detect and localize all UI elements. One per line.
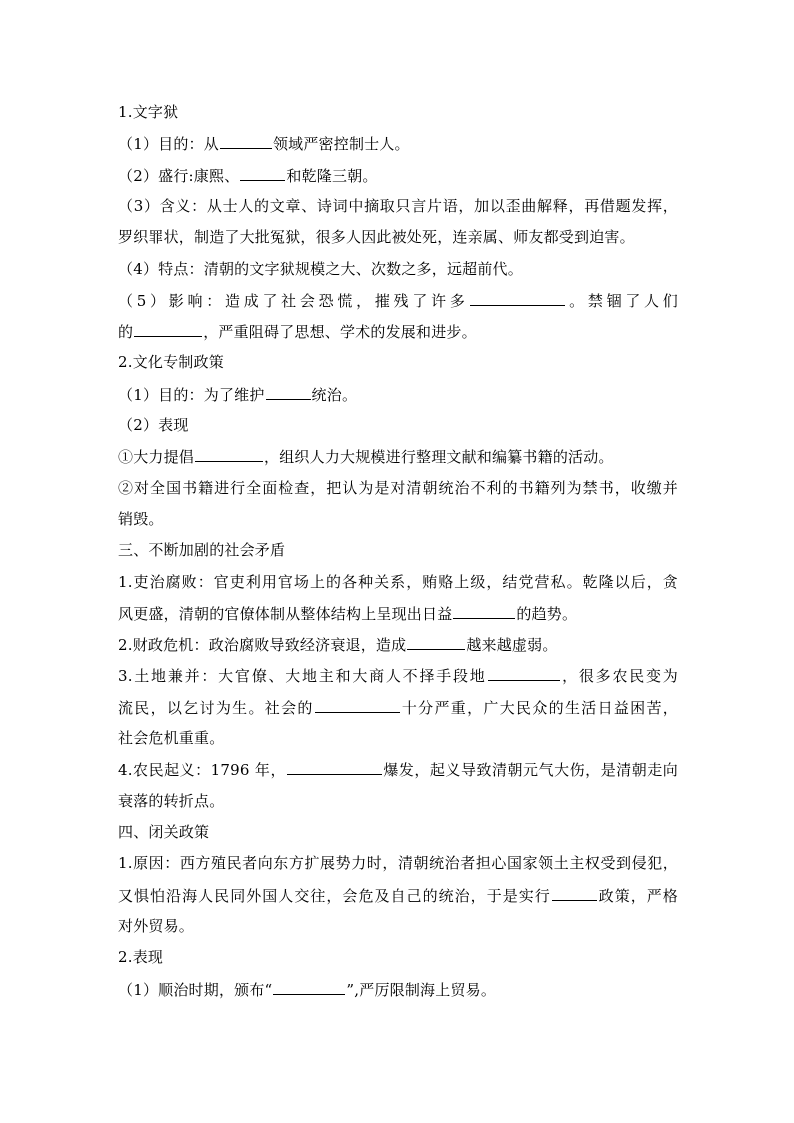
fill-blank[interactable] <box>315 698 400 713</box>
fill-blank[interactable] <box>470 291 565 306</box>
item-meaning-line2: 罗织罪状，制造了大批冤狱，很多人因此被处死，连亲属、师友都受到迫害。 <box>118 228 635 246</box>
item-advocacy: ①大力提倡 ，组织人力大规模进行整理文献和编纂书籍的活动。 <box>118 448 614 466</box>
fill-blank[interactable] <box>266 385 311 400</box>
item-land-annexation-line3: 社会危机重重。 <box>118 729 225 747</box>
item-shunzhi-period: （1）顺治时期，颁布“ ”,严厉限制海上贸易。 <box>118 981 497 999</box>
item-impact-line2: 的 ，严重阻碍了思想、学术的发展和进步。 <box>118 323 477 341</box>
fill-blank[interactable] <box>453 604 515 619</box>
item-land-annexation-line1: 3.土地兼并：大官僚、大地主和大商人不择手段地 ，很多农民变为 <box>118 667 678 685</box>
heading-social-contradictions: 三、不断加剧的社会矛盾 <box>118 541 286 559</box>
fill-blank[interactable] <box>220 134 272 149</box>
item-corruption-line2: 风更盛，清朝的官僚体制从整体结构上呈现出日益 的趋势。 <box>118 605 578 623</box>
section-title-literary-inquisition: 1.文字狱 <box>118 103 179 121</box>
item-impact-line1: （5）影响：造成了社会恐慌，摧残了许多 。禁锢了人们 <box>118 292 678 310</box>
item-characteristics: （4）特点：清朝的文字狱规模之大、次数之多，远超前代。 <box>118 260 523 278</box>
item-policy-purpose: （1）目的：为了维护 统治。 <box>118 386 358 404</box>
item-manifestation: （2）表现 <box>118 416 189 434</box>
fill-blank[interactable] <box>240 166 285 181</box>
item-book-inspection-line1: ②对全国书籍进行全面检查，把认为是对清朝统治不利的书籍列为禁书，收缴并 <box>118 479 678 497</box>
fill-blank[interactable] <box>287 760 382 775</box>
fill-blank[interactable] <box>407 635 465 650</box>
item-peasant-uprising-line2: 衰落的转折点。 <box>118 792 225 810</box>
fill-blank[interactable] <box>552 886 597 901</box>
item-meaning-line1: （3）含义：从士人的文章、诗词中摘取只言片语，加以歪曲解释，再借题发挥， <box>118 197 678 215</box>
heading-closed-door-policy: 四、闭关政策 <box>118 823 210 841</box>
item-reason-line2: 又惧怕沿海人民同外国人交往，会危及自己的统治，于是实行 政策，严格 <box>118 887 678 905</box>
item-corruption-line1: 1.吏治腐败：官吏利用官场上的各种关系，贿赂上级，结党营私。乾隆以后，贪 <box>118 573 678 591</box>
fill-blank[interactable] <box>488 666 560 681</box>
item-land-annexation-line2: 流民，以乞讨为生。社会的 十分严重，广大民众的生活日益困苦， <box>118 699 679 717</box>
fill-blank[interactable] <box>273 980 345 995</box>
item-closed-manifestation: 2.表现 <box>118 948 164 966</box>
item-book-inspection-line2: 销毁。 <box>118 510 164 528</box>
item-purpose: （1）目的：从 领域严密控制士人。 <box>118 135 410 153</box>
item-reason-line1: 1.原因：西方殖民者向东方扩展势力时，清朝统治者担心国家领土主权受到侵犯， <box>118 854 678 872</box>
section-title-cultural-autocracy: 2.文化专制政策 <box>118 353 224 371</box>
item-reason-line3: 对外贸易。 <box>118 917 195 935</box>
fill-blank[interactable] <box>134 322 202 337</box>
item-fiscal-crisis: 2.财政危机：政治腐败导致经济衰退，造成 越来越虚弱。 <box>118 636 558 654</box>
item-prevalence: （2）盛行:康熙、 和乾隆三朝。 <box>118 167 378 185</box>
fill-blank[interactable] <box>195 447 263 462</box>
item-peasant-uprising-line1: 4.农民起义：1796 年， 爆发，起义导致清朝元气大伤，是清朝走向 <box>118 761 678 779</box>
